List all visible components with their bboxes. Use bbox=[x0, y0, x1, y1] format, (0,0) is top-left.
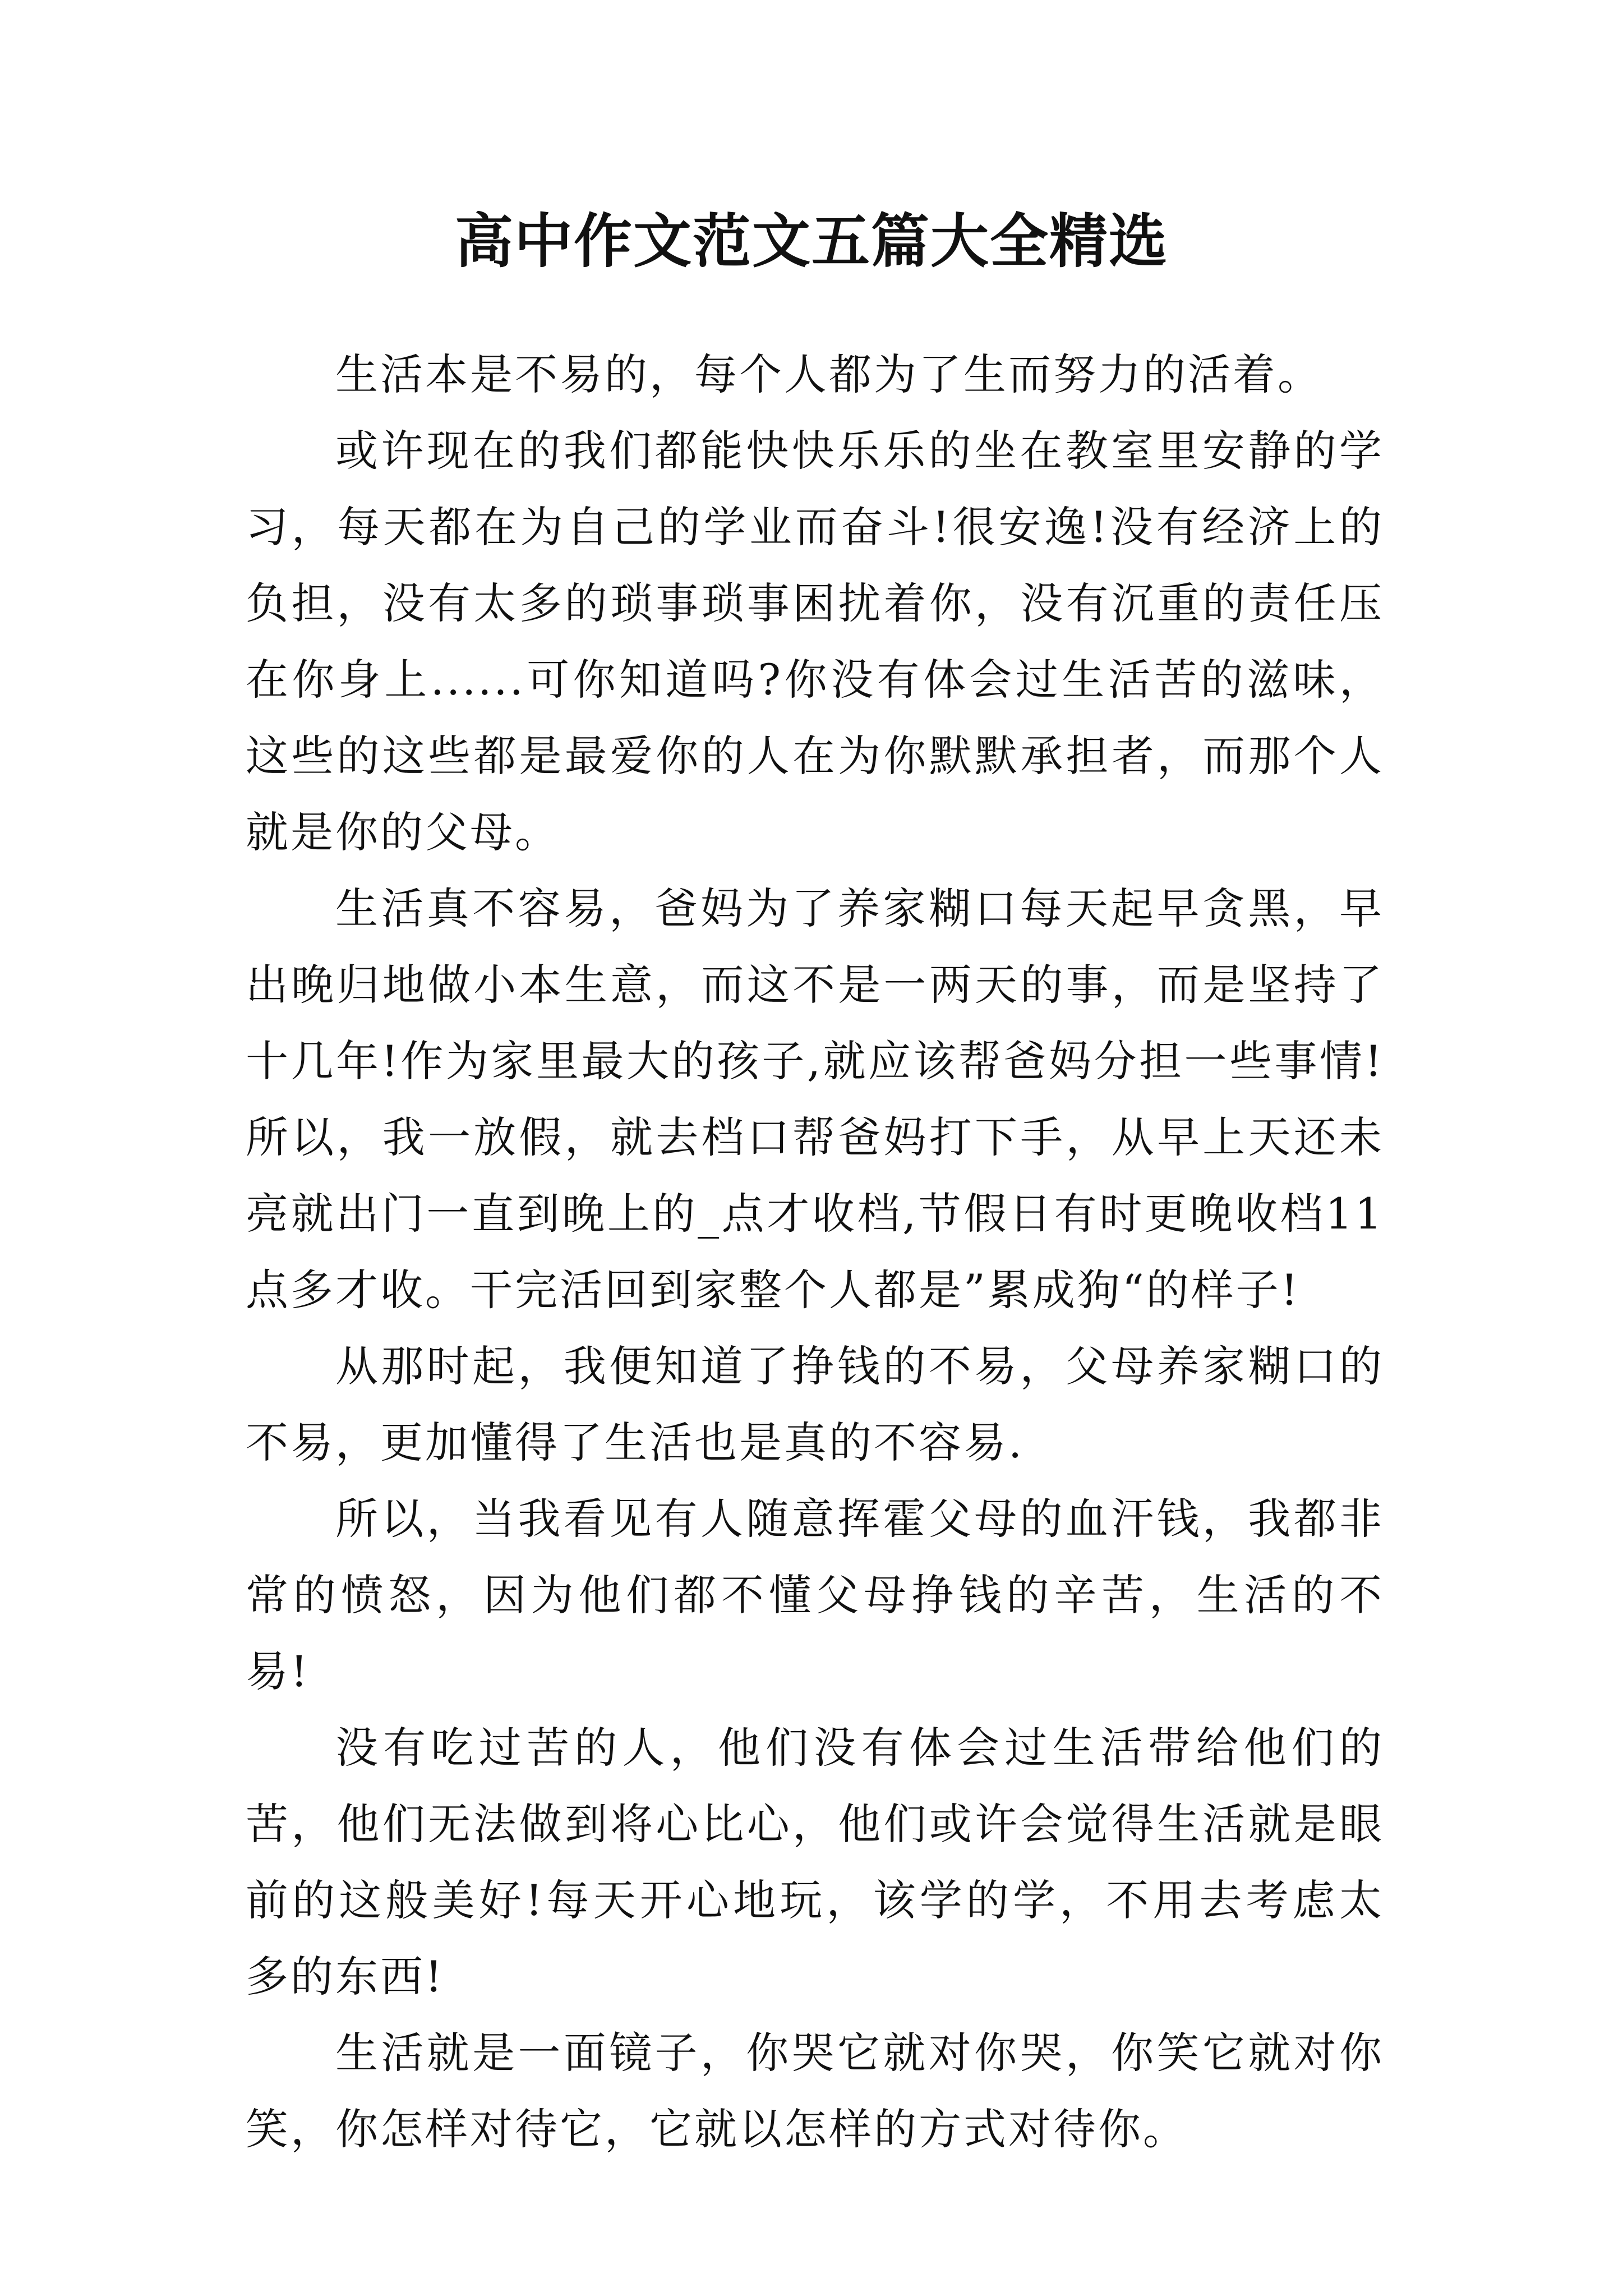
paragraph-1: 生活本是不易的，每个人都为了生而努力的活着。 bbox=[335, 349, 1322, 399]
paragraph-3: 生活真不容易，爸妈为了养家糊口每天起早贪黑，早出晚归地做小本生意，而这不是一两天的事，而是坚持了十几年!作为家里最大的孩子,就应该帮爸妈分担一些事情!所以，我一放假，就去档口帮爸妈打下手，从早上天还未亮就出门一直到晚上的_点才收档,节假日有时更晚收档11点多才收。干完活回到家整个人都是”累成狗“的样子! bbox=[246, 884, 1384, 1315]
paragraph-7: 生活就是一面镜子，你哭它就对你哭，你笑它就对你笑，你怎样对待它，它就以怎样的方式对待你。 bbox=[246, 2028, 1384, 2154]
document-body bbox=[246, 337, 1384, 2168]
paragraph-4: 从那时起，我便知道了挣钱的不易，父母养家糊口的不易，更加懂得了生活也是真的不容易. bbox=[246, 1341, 1384, 1467]
paragraph-2: 或许现在的我们都能快快乐乐的坐在教室里安静的学习，每天都在为自己的学业而奋斗!很安逸!没有经济上的负担，没有太多的琐事琐事困扰着你，没有沉重的责任压在你身上......可你知道吗?你没有体会过生活苦的滋味，这些的这些都是最爱你的人在为你默默承担者，而那个人就是你的父母。 bbox=[246, 426, 1384, 857]
paragraph-5: 所以，当我看见有人随意挥霍父母的血汗钱，我都非常的愤怒，因为他们都不懂父母挣钱的辛苦，生活的不易! bbox=[246, 1494, 1384, 1696]
document-title: 高中作文范文五篇大全精选 bbox=[454, 206, 1168, 275]
paragraph-6: 没有吃过苦的人，他们没有体会过生活带给他们的苦，他们无法做到将心比心，他们或许会觉得生活就是眼前的这般美好!每天开心地玩，该学的学，不用去考虑太多的东西! bbox=[246, 1723, 1384, 2001]
